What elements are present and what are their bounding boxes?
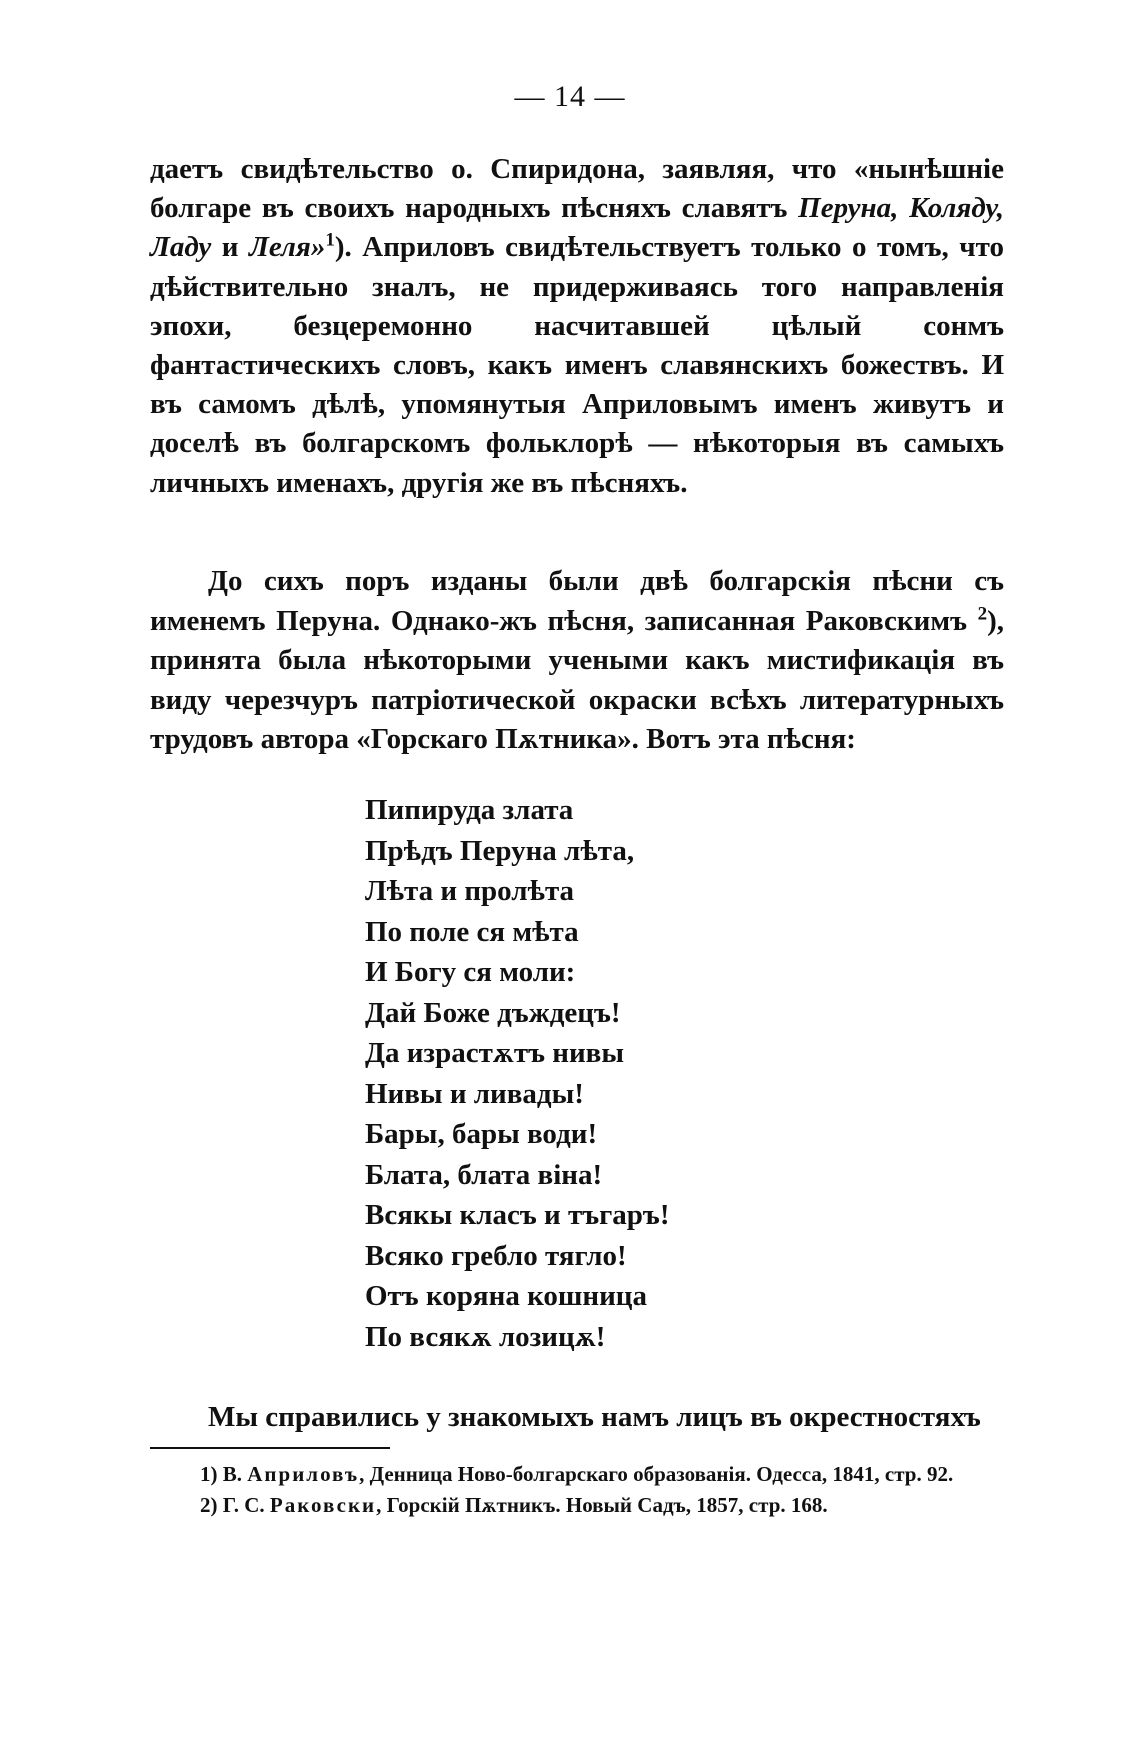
poem-line: Пипируда злата <box>365 794 574 826</box>
footnote-1 <box>150 1459 1004 1490</box>
poem-line: Прѣдъ Перуна лѣта, <box>365 834 635 867</box>
footnote-divider <box>150 1447 390 1449</box>
poem-line: Блата, блата віна! <box>365 1158 603 1191</box>
footnote-2-text: , Горскій Пѫтникъ. Новый Садъ, 1857, стр. 168. <box>376 1493 828 1517</box>
poem-line: Бары, бары води! <box>365 1118 598 1150</box>
footnote-1-text: , Денница Ново-болгарскаго образованія. Одесса, 1841, стр. 92. <box>359 1462 954 1486</box>
footnote-2-number: 2) Г. С. <box>200 1493 270 1517</box>
footnotes <box>150 1459 1004 1521</box>
poem-line: По поле ся мѣта <box>365 915 579 948</box>
footnote-ref-2[interactable]: 2 <box>977 602 988 624</box>
poem-line: Всякы класъ и тъгаръ! <box>365 1199 670 1231</box>
footnote-2 <box>150 1490 1004 1521</box>
paragraph-1-text-c: ). Априловъ свидѣтельствуетъ только о томъ, что дѣйствительно зналъ, не придерживаясь того направленія эпохи, безцеремонно насчитавшей цѣлый сонмъ фантастическихъ словъ, какъ именъ славянскихъ божествъ. И въ самомъ дѣлѣ, упомянутыя Априловымъ именъ живутъ и доселѣ въ болгарскомъ фольклорѣ — нѣкоторыя въ самыхъ личныхъ именахъ, другія же въ пѣсняхъ. <box>150 231 1004 499</box>
paragraph-2 <box>150 562 1004 760</box>
poem-line: По всякѫ лозицѫ! <box>365 1320 606 1353</box>
paragraph-3: Мы справились у знакомыхъ намъ лицъ въ окрестностяхъ <box>208 1401 981 1433</box>
footnote-1-author: Априловъ <box>247 1462 360 1486</box>
poem-line: Нивы и ливады! <box>365 1077 584 1110</box>
paragraph-1 <box>150 150 1004 503</box>
paragraph-1-italic-names: Перуна, Коляду, Ладу <box>150 192 1005 264</box>
poem-line: Да израстѫтъ нивы <box>365 1037 624 1069</box>
poem <box>365 790 865 1357</box>
poem-line: Всяко гребло тягло! <box>365 1239 627 1272</box>
paragraph-1-text-b: и <box>211 231 249 264</box>
poem-line: Дай Боже дъждецъ! <box>365 996 621 1029</box>
page-number: — 14 — <box>514 80 626 113</box>
paragraph-1-text-a: даетъ свидѣтельство о. Спиридона, заявляя, что «нынѣшніе болгаре въ своихъ народныхъ пѣсняхъ славятъ <box>150 153 1004 225</box>
paragraph-2-text-a: До сихъ поръ изданы были двѣ болгарскія пѣсни съ именемъ Перуна. Однако-жъ пѣсня, записанная Раковскимъ <box>150 565 1004 637</box>
paragraph-1-italic-name: Леля» <box>249 231 326 264</box>
paragraph-2-text-b: ), принята была нѣкоторыми учеными какъ мистификація въ виду черезчуръ патріотической окраски всѣхъ литературныхъ трудовъ автора «Горскаго Пѫтника». Вотъ эта пѣсня: <box>150 604 1004 755</box>
poem-line: Отъ коряна кошница <box>365 1280 647 1312</box>
footnote-1-number: 1) В. <box>200 1462 248 1486</box>
poem-line: И Богу ся моли: <box>365 956 576 988</box>
footnote-ref-1[interactable]: 1 <box>325 229 335 251</box>
footnote-2-author: Раковски <box>269 1493 377 1517</box>
poem-line: Лѣта и пролѣта <box>365 875 575 907</box>
